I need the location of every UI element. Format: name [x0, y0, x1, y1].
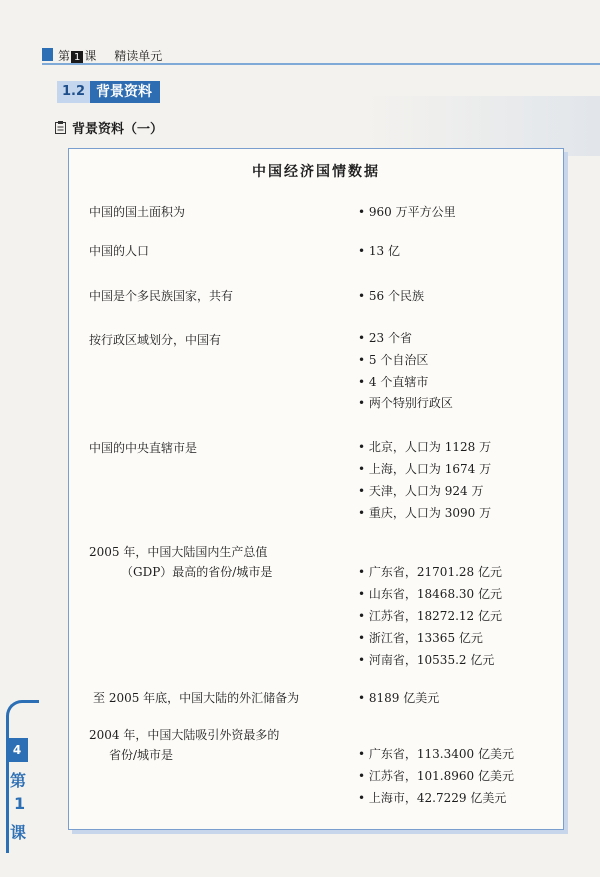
data-card	[68, 148, 564, 830]
row-value: • 江苏省，101.8960 亿美元	[358, 767, 514, 784]
row-label: 中国的中央直辖市是	[89, 441, 198, 455]
header-unit-title: 精读单元	[114, 49, 163, 63]
clipboard-icon	[55, 121, 66, 134]
row-label: 中国的人口	[89, 244, 150, 258]
side-lesson-char: 第	[10, 771, 27, 790]
header-lesson-number: 1	[71, 51, 83, 64]
row-value: • 北京，人口为 1128 万	[358, 438, 491, 455]
subsection-title: 背景资料（一）	[72, 122, 164, 137]
header-square-marker	[42, 48, 53, 61]
row-value: • 23 个省	[358, 329, 412, 346]
row-value: • 天津，人口为 924 万	[358, 482, 483, 499]
side-lesson-char: 课	[10, 823, 27, 842]
section-number: 1.2	[57, 81, 90, 103]
row-label: 2004 年，中国大陆吸引外资最多的	[89, 728, 280, 742]
section-title: 背景资料	[96, 84, 153, 100]
row-value: • 8189 亿美元	[358, 689, 439, 706]
row-value: • 浙江省，13365 亿元	[358, 629, 483, 646]
row-value: • 江苏省，18272.12 亿元	[358, 607, 502, 624]
row-value: • 上海市，42.7229 亿美元	[358, 789, 506, 806]
row-value: • 13 亿	[358, 242, 400, 259]
row-label: 至 2005 年底，中国大陆的外汇储备为	[93, 691, 300, 705]
row-value: • 山东省，18468.30 亿元	[358, 585, 502, 602]
subsection-heading	[55, 118, 163, 137]
row-value: • 广东省，21701.28 亿元	[358, 563, 502, 580]
header-rule	[42, 63, 600, 65]
row-value: • 重庆，人口为 3090 万	[358, 504, 491, 521]
row-label: 按行政区域划分，中国有	[89, 333, 222, 347]
row-label: 中国是个多民族国家，共有	[89, 289, 234, 303]
row-value: • 960 万平方公里	[358, 203, 456, 220]
header-lesson-prefix: 第	[58, 49, 71, 63]
row-value: • 两个特别行政区	[358, 394, 453, 411]
row-value: • 4 个直辖市	[358, 373, 428, 390]
section-heading	[57, 81, 160, 103]
row-value: • 上海，人口为 1674 万	[358, 460, 491, 477]
row-value: • 56 个民族	[358, 287, 424, 304]
row-value: • 广东省，113.3400 亿美元	[358, 745, 514, 762]
card-title: 中国经济国情数据	[252, 164, 380, 180]
row-label: 省份/城市是	[109, 748, 174, 762]
running-header	[58, 47, 162, 64]
header-lesson-suffix: 课	[84, 49, 97, 63]
row-label: 2005 年，中国大陆国内生产总值	[89, 545, 268, 559]
page-number: 4	[6, 738, 28, 762]
row-label: 中国的国土面积为	[89, 205, 186, 219]
background-faded-texture	[360, 96, 600, 156]
row-value: • 河南省，10535.2 亿元	[358, 651, 494, 668]
row-label: （GDP）最高的省份/城市是	[121, 565, 273, 579]
side-lesson-number: 1	[14, 794, 26, 813]
row-value: • 5 个自治区	[358, 351, 428, 368]
